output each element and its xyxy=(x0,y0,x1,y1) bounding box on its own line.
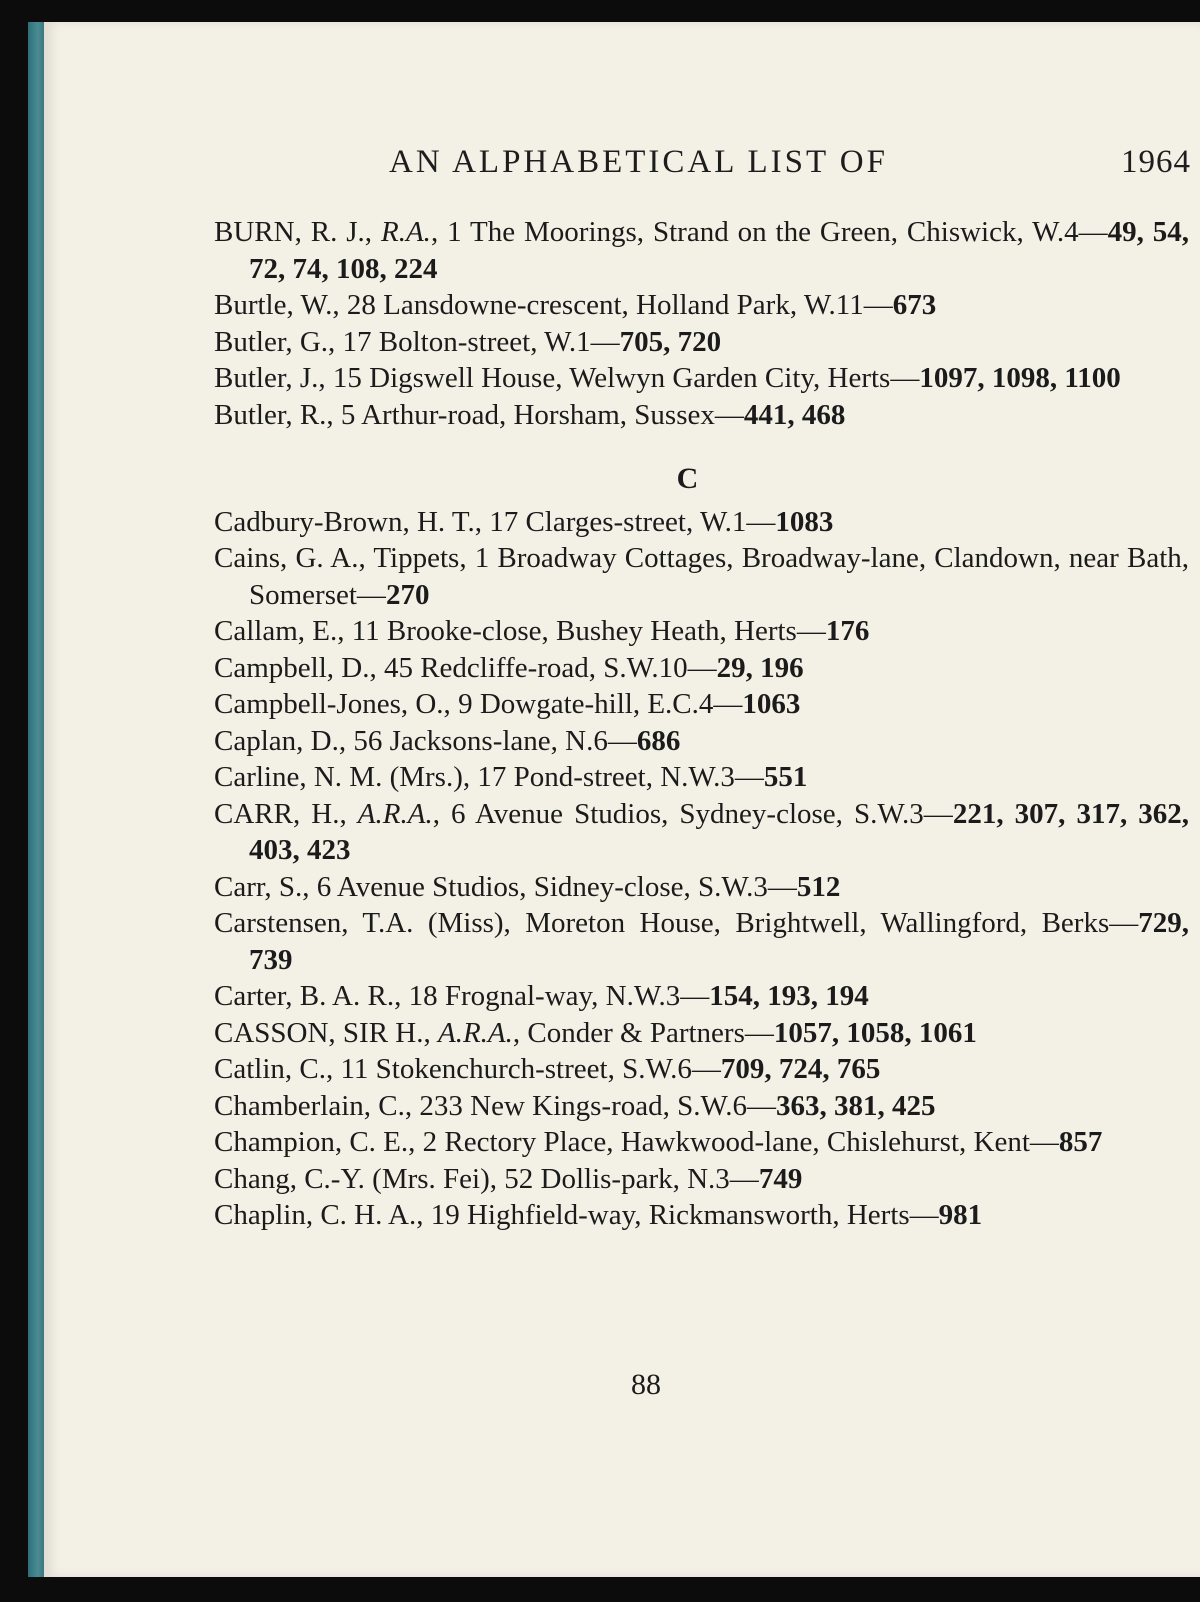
entry-name: Chang, C.-Y. (Mrs. Fei), xyxy=(214,1162,498,1195)
entry-address: , Conder & Partners— xyxy=(512,1016,774,1049)
entry-name: Butler, J., xyxy=(214,362,326,394)
entry-name: Burtle, W., xyxy=(214,289,340,321)
entry-name: Chamberlain, C., xyxy=(214,1089,413,1122)
entry-catalogue-numbers: 705, 720 xyxy=(619,325,722,358)
entry-name: Carstensen, T.A. (Miss), xyxy=(214,907,511,939)
entry-name: Butler, R., xyxy=(214,398,334,431)
list-entry xyxy=(214,360,1189,397)
entry-address: 15 Digswell House, Welwyn Garden City, Herts— xyxy=(325,362,920,394)
entry-catalogue-numbers: 729, 739 xyxy=(249,907,1189,976)
entry-catalogue-numbers: 154, 193, 194 xyxy=(709,980,869,1012)
entry-catalogue-numbers: 551 xyxy=(763,761,808,793)
entry-name: Champion, C. E., xyxy=(214,1126,416,1158)
running-header-title: AN ALPHABETICAL LIST OF xyxy=(389,144,888,180)
list-entry xyxy=(214,397,1189,434)
entry-address: , 6 Avenue Studios, Sydney-close, S.W.3— xyxy=(432,797,953,830)
entry-address: Moreton House, Brightwell, Wallingford, Berks— xyxy=(510,907,1139,939)
list-entry xyxy=(214,1124,1189,1161)
entry-name: Campbell-Jones, O., xyxy=(214,688,451,720)
list-entry xyxy=(214,1197,1189,1234)
entry-address: 5 Arthur-road, Horsham, Sussex— xyxy=(333,398,744,431)
entry-honor: R.A. xyxy=(381,216,431,248)
entry-catalogue-numbers: 512 xyxy=(796,870,841,903)
entry-name: Callam, E., xyxy=(214,615,345,647)
entry-catalogue-numbers: 1063 xyxy=(742,688,801,720)
entry-address: 17 Pond-street, N.W.3— xyxy=(470,761,764,793)
entry-name: BURN, R. J., xyxy=(214,216,373,248)
entry-list xyxy=(214,214,1189,1234)
list-entry xyxy=(214,287,1189,324)
entry-name: Campbell, D., xyxy=(214,651,377,684)
entry-address: 19 Highfield-way, Rickmansworth, Herts— xyxy=(423,1199,939,1231)
entry-address: 9 Dowgate-hill, E.C.4— xyxy=(450,688,743,720)
list-entry xyxy=(214,905,1189,978)
entry-address: 18 Frognal-way, N.W.3— xyxy=(401,980,710,1012)
list-entry xyxy=(214,613,1189,650)
entry-address: 45 Redcliffe-road, S.W.10— xyxy=(376,651,717,684)
entry-catalogue-numbers: 221, 307, 317, 362, 403, 423 xyxy=(249,797,1189,866)
list-entry xyxy=(214,869,1189,906)
entry-name: Cains, G. A., xyxy=(214,542,366,574)
entry-catalogue-numbers: 686 xyxy=(636,724,681,757)
list-entry xyxy=(214,214,1189,287)
list-entry xyxy=(214,1161,1189,1198)
list-entry xyxy=(214,796,1189,869)
entry-name: Catlin, C., xyxy=(214,1053,334,1085)
entry-catalogue-numbers: 709, 724, 765 xyxy=(720,1053,881,1085)
entry-honor: A.R.A. xyxy=(438,1016,513,1049)
entry-catalogue-numbers: 29, 196 xyxy=(716,651,804,684)
entry-name: Chaplin, C. H. A., xyxy=(214,1199,424,1231)
list-entry xyxy=(214,1051,1189,1088)
list-entry xyxy=(214,723,1189,760)
entry-honor: A.R.A. xyxy=(357,797,433,830)
entry-address: Tippets, 1 Broadway Cottages, Broadway-lane, Clandown, near Bath, Somerset— xyxy=(249,542,1189,611)
entry-address: 11 Brooke-close, Bushey Heath, Herts— xyxy=(344,615,826,647)
entry-catalogue-numbers: 270 xyxy=(385,578,430,611)
entries-b-section xyxy=(214,214,1189,433)
entry-catalogue-numbers: 749 xyxy=(758,1162,803,1195)
entry-name: Carline, N. M. (Mrs.), xyxy=(214,761,471,793)
entry-address: 56 Jacksons-lane, N.6— xyxy=(346,724,637,757)
entry-catalogue-numbers: 1097, 1098, 1100 xyxy=(919,362,1121,394)
entry-catalogue-numbers: 857 xyxy=(1058,1126,1103,1158)
list-entry xyxy=(214,1015,1189,1052)
list-entry xyxy=(214,324,1189,361)
entry-address: 6 Avenue Studios, Sidney-close, S.W.3— xyxy=(309,870,797,903)
book-page xyxy=(44,22,1200,1577)
entries-c-section xyxy=(214,504,1189,1234)
page-number: 88 xyxy=(631,1368,661,1401)
entry-name: Carr, S., xyxy=(214,870,310,903)
list-entry xyxy=(214,1088,1189,1125)
entry-catalogue-numbers: 981 xyxy=(938,1199,983,1231)
entry-catalogue-numbers: 363, 381, 425 xyxy=(775,1089,936,1122)
entry-catalogue-numbers: 441, 468 xyxy=(743,398,846,431)
entry-address: 233 New Kings-road, S.W.6— xyxy=(412,1089,776,1122)
section-letter: C xyxy=(676,462,699,495)
entry-catalogue-numbers: 673 xyxy=(892,289,937,321)
entry-address: 17 Bolton-street, W.1— xyxy=(335,325,620,358)
list-entry xyxy=(214,759,1189,796)
entry-address: 52 Dollis-park, N.3— xyxy=(497,1162,759,1195)
entry-address: 11 Stokenchurch-street, S.W.6— xyxy=(333,1053,721,1085)
entry-address: 28 Lansdowne-crescent, Holland Park, W.11— xyxy=(339,289,893,321)
entry-name: Carter, B. A. R., xyxy=(214,980,402,1012)
entry-name: CARR, H., xyxy=(214,797,347,830)
entry-catalogue-numbers: 1083 xyxy=(775,505,834,538)
entry-catalogue-numbers: 49, 54, 72, 74, 108, 224 xyxy=(249,216,1190,285)
entry-name: CASSON, SIR H., xyxy=(214,1016,431,1049)
list-entry xyxy=(214,978,1189,1015)
list-entry xyxy=(214,686,1189,723)
list-entry xyxy=(214,650,1189,687)
entry-catalogue-numbers: 176 xyxy=(825,615,870,647)
entry-address: 2 Rectory Place, Hawkwood-lane, Chislehurst, Kent— xyxy=(415,1126,1059,1158)
entry-name: Butler, G., xyxy=(214,325,336,358)
list-entry xyxy=(214,540,1189,613)
entry-name: Caplan, D., xyxy=(214,724,347,757)
entry-address: 17 Clarges-street, W.1— xyxy=(481,505,776,538)
entry-name: Cadbury-Brown, H. T., xyxy=(214,505,482,538)
running-header-year: 1964 xyxy=(1121,144,1191,180)
list-entry xyxy=(214,504,1189,541)
entry-address: , 1 The Moorings, Strand on the Green, Chiswick, W.4— xyxy=(430,216,1108,248)
entry-catalogue-numbers: 1057, 1058, 1061 xyxy=(773,1016,977,1049)
